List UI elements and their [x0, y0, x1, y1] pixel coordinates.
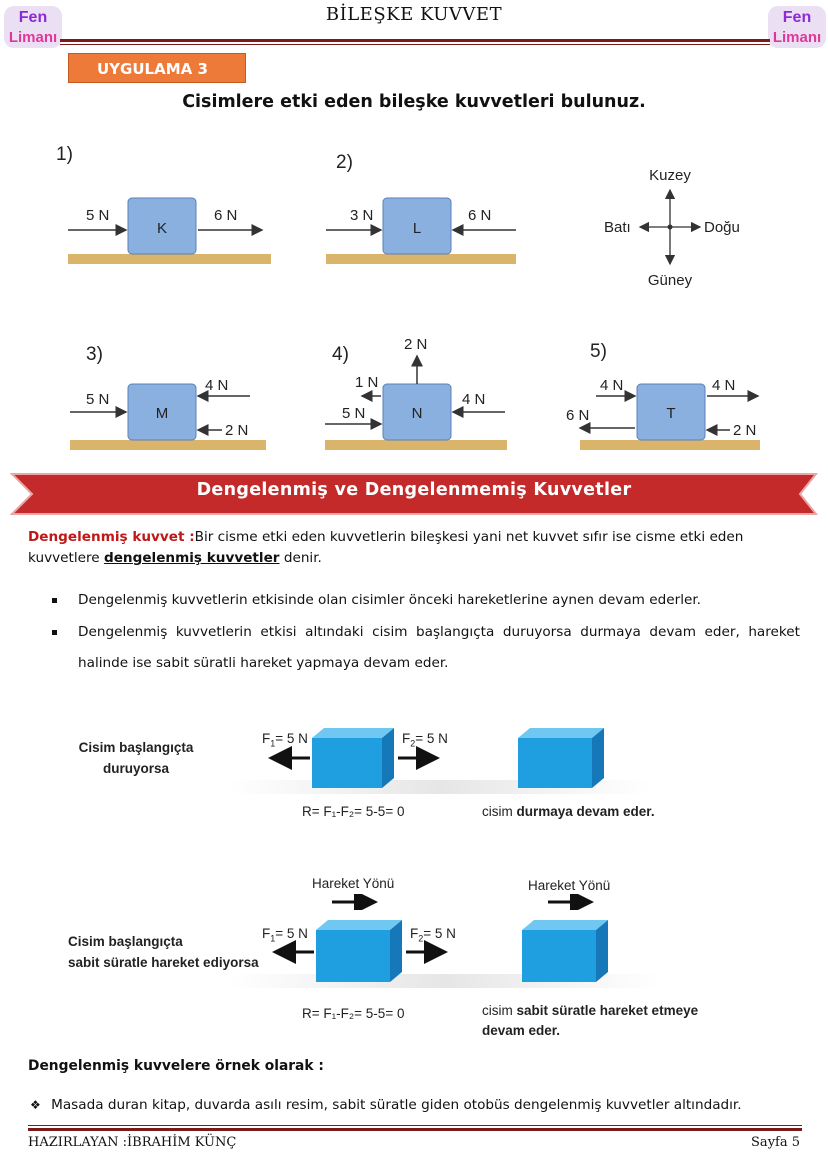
problem-1-number: 1) [56, 144, 73, 165]
compass-north: Kuzey [649, 167, 691, 184]
footer-rule [28, 1128, 802, 1131]
diagram-2-left-cube [316, 930, 390, 982]
examples-heading: Dengelenmiş kuvvelere örnek olarak : [28, 1058, 324, 1074]
diagram-1-left-cube-side [382, 728, 394, 788]
diagram-1-result [482, 804, 655, 819]
problem-3-floor [70, 440, 266, 450]
bullet-square-icon [52, 598, 57, 603]
definition-text-2: denir. [279, 550, 322, 566]
problem-3-left-force: 5 N [86, 391, 110, 408]
problem-5-lower-left-force: 6 N [566, 407, 590, 424]
example-item [30, 1097, 742, 1113]
diagram-2-direction-label-left: Hareket Yönü [312, 876, 395, 891]
problem-4-number: 4) [332, 344, 349, 365]
diagram-1-right-cube-top [518, 728, 604, 738]
problem-5-number: 5) [590, 341, 607, 362]
diagram-2-right-cube [522, 930, 596, 982]
diagram-2-equation: R= F₁-F₂= 5-5= 0 [302, 1006, 405, 1021]
header-rule-thin [60, 44, 770, 45]
diagram-2-right-cube-side [596, 920, 608, 982]
problem-3-number: 3) [86, 344, 103, 365]
definition-underlined: dengelenmiş kuvvetler [103, 550, 280, 566]
problem-3-right-top-force: 4 N [205, 377, 229, 394]
problem-2-box-label: L [412, 220, 422, 237]
bullet-square-icon [52, 630, 57, 635]
diagram-1-f2-subscript: 2 [410, 738, 416, 749]
diagram-1-f1-label [262, 731, 308, 749]
diagram-1-f2-label [402, 731, 448, 749]
problem-2-floor [326, 254, 516, 264]
logo-text-bottom: Limanı [8, 29, 58, 46]
logo-text-bottom: Limanı [772, 29, 822, 46]
problem-5-upper-right-force: 4 N [712, 377, 736, 394]
problem-4-left-force: 5 N [342, 405, 366, 422]
diagram-1-caption [66, 737, 206, 779]
bullet-item [52, 585, 800, 617]
diagram-2-direction-arrows [300, 894, 620, 910]
diagram-2-f2-symbol: F [410, 926, 419, 941]
diagram-2-f1-value: = 5 N [275, 926, 308, 941]
footer-page-number: Sayfa 5 [751, 1135, 800, 1150]
diagram-1-equation: R= F₁-F₂= 5-5= 0 [302, 804, 405, 819]
definition-paragraph [28, 527, 798, 569]
diagram-1-left-cube [312, 738, 382, 788]
diagram-1-right-cube-side [592, 728, 604, 788]
bullet-text: Dengelenmiş kuvvetlerin etkisi altındaki cisim başlangıçta duruyorsa durmaya devam eder, hareket halinde ise sabit süratli hareket yapmaya devam eder. [78, 624, 800, 671]
diagram-2-f2-subscript: 2 [418, 933, 424, 944]
section-tag: UYGULAMA 3 [68, 53, 246, 83]
problem-2-number: 2) [336, 152, 353, 173]
problem-4-floor [325, 440, 507, 450]
diagram-2-left-cube-top [316, 920, 402, 930]
problem-4-box-label: N [411, 405, 423, 422]
diagram-2-result-bold-1: sabit süratle hareket etmeye [516, 1003, 699, 1018]
diagram-1-result-bold: durmaya devam eder. [516, 804, 655, 819]
problem-5-lower-right-force: 2 N [733, 422, 757, 439]
problem-5-upper-left-force: 4 N [600, 377, 624, 394]
problem-2-right-force: 6 N [468, 207, 492, 224]
diagram-1-right-cube [518, 738, 592, 788]
diagram-1-caption-line-2: duruyorsa [102, 761, 170, 776]
bullet-text: Dengelenmiş kuvvetlerin etkisinde olan cisimler önceki hareketlerine aynen devam ederler. [78, 592, 701, 608]
diagram-1-f1-subscript: 1 [270, 738, 276, 749]
problem-3-box-label: M [155, 405, 169, 422]
logo-text-top: Fen [18, 9, 48, 26]
problem-3-right-bottom-force: 2 N [225, 422, 249, 439]
problem-4-right-force: 4 N [462, 391, 486, 408]
compass-east: Doğu [704, 219, 740, 236]
compass-south: Güney [647, 272, 693, 289]
diagram-2-f2-label [410, 926, 456, 944]
compass-west: Batı [604, 219, 631, 236]
bullet-item [52, 617, 800, 681]
problem-1-right-force: 6 N [214, 207, 238, 224]
force-problems-diagram [0, 120, 828, 465]
diamond-bullet-icon: ❖ [30, 1098, 41, 1112]
diagram-1-left-cube-top [312, 728, 394, 738]
page-title: BİLEŞKE KUVVET [325, 4, 503, 25]
problem-4-upper-left-force: 1 N [355, 374, 379, 391]
problem-5-floor [580, 440, 760, 450]
diagram-2-f2-value: = 5 N [423, 926, 456, 941]
diagram-2-caption-line-2: sabit süratle hareket ediyorsa [68, 955, 259, 970]
problem-1-floor [68, 254, 271, 264]
diagram-2-left-cube-side [390, 920, 402, 982]
diagram-2-f1-subscript: 1 [270, 933, 276, 944]
problem-1-left-force: 5 N [86, 207, 110, 224]
diagram-2-result [482, 1001, 698, 1041]
diagram-2-caption-line-1: Cisim başlangıçta [68, 934, 183, 949]
compass-center [668, 225, 673, 230]
example-item-text: Masada duran kitap, duvarda asılı resim, sabit süratle giden otobüs dengelenmiş kuvvetler altındadır. [51, 1097, 742, 1113]
diagram-1-f2-value: = 5 N [415, 731, 448, 746]
problem-1-box-label: K [156, 220, 168, 237]
problem-5-box-label: T [666, 405, 676, 422]
logo-text-top: Fen [782, 9, 812, 26]
diagram-2-result-bold-2: devam eder. [482, 1023, 561, 1038]
section-banner-title: Dengelenmiş ve Dengelenmemiş Kuvvetler [196, 480, 632, 500]
diagram-1-result-prefix: cisim [482, 804, 517, 819]
diagram-1-f1-value: = 5 N [275, 731, 308, 746]
definition-term: Dengelenmiş kuvvet : [28, 529, 195, 545]
diagram-1-f2-symbol: F [402, 731, 411, 746]
header-rule [60, 39, 770, 42]
footer-rule-thin [28, 1125, 802, 1126]
diagram-2-direction-label-right: Hareket Yönü [528, 878, 611, 893]
diagram-1-f1-symbol: F [262, 731, 271, 746]
diagram-2-right-cube-top [522, 920, 608, 930]
diagram-2-f1-symbol: F [262, 926, 271, 941]
footer-author: HAZIRLAYAN :İBRAHİM KÜNÇ [28, 1135, 237, 1150]
diagram-2-result-prefix: cisim [482, 1003, 517, 1018]
diagram-2-f1-label [262, 926, 308, 944]
task-title: Cisimlere etki eden bileşke kuvvetleri bulunuz. [182, 92, 646, 112]
problem-2-left-force: 3 N [350, 207, 374, 224]
problem-4-up-force: 2 N [404, 336, 428, 353]
diagram-1-caption-line-1: Cisim başlangıçta [78, 740, 194, 755]
definition-text-1: Bir cisme etki eden kuvvetlerin bileşkesi yani net kuvvet sıfır ise cisme etki eden kuvvetlere [28, 529, 744, 566]
